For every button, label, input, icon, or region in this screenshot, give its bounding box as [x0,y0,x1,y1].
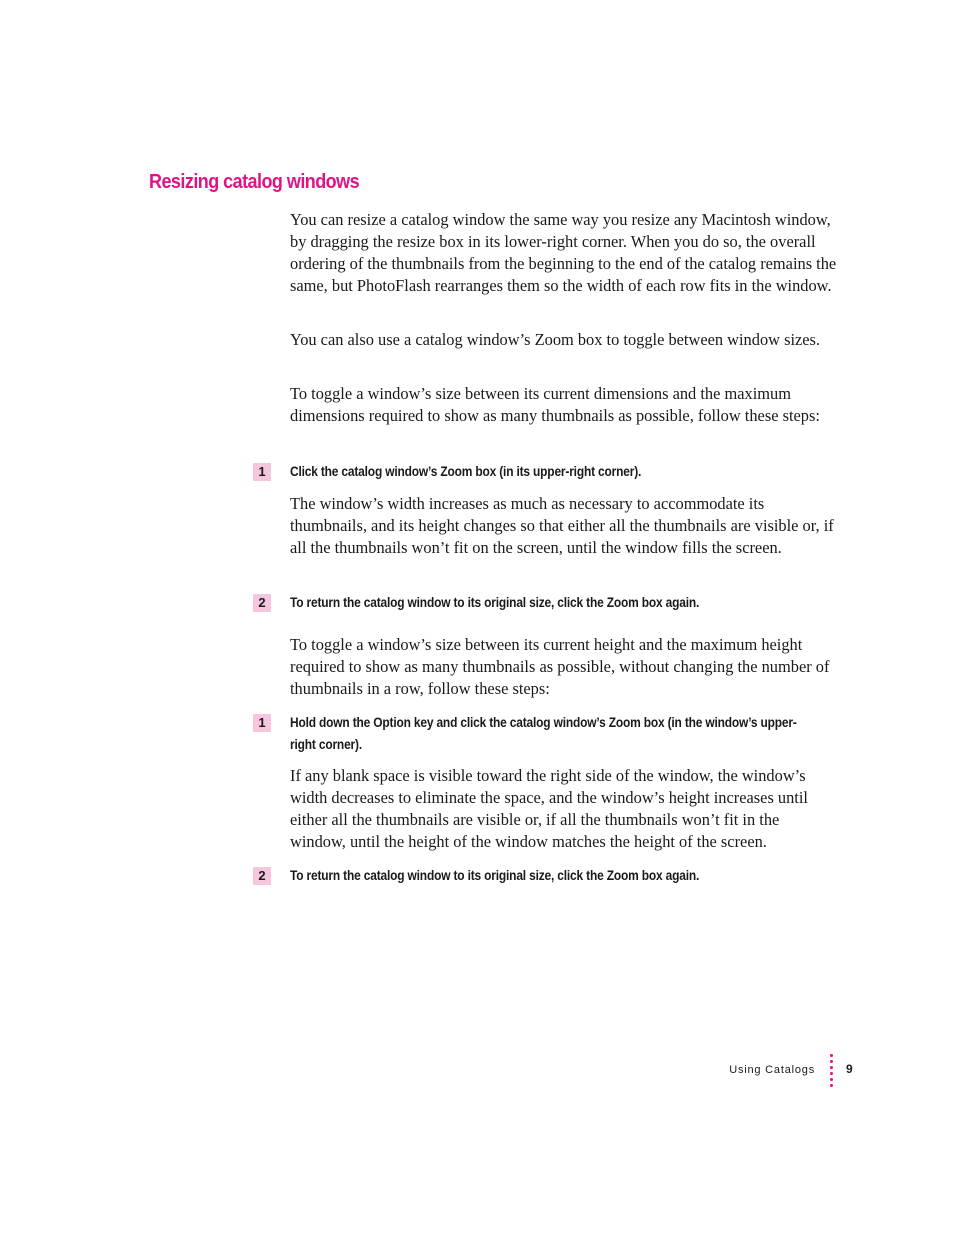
toggle-dimensions-paragraph: To toggle a window’s size between its current dimensions and the maximum dimensions required to show as many thumbnails as possible, follow these steps: [290,384,820,425]
step-number-badge: 1 [253,463,271,481]
zoom-box-paragraph: You can also use a catalog window’s Zoom box to toggle between window sizes. [290,330,821,349]
step-number-badge: 1 [253,714,271,732]
intro-paragraph: You can resize a catalog window the same way you resize any Macintosh window, by dragging the resize box in its lower-right corner. When you do so, the overall ordering of the thumbnails from the beginning to the end of the catalog remains the same, but PhotoFlash rearranges them so the width of each row fits in the window. [290,210,837,295]
toggle-height-paragraph: To toggle a window’s size between its current height and the maximum height required to show as many thumbnails as possible, without changing the number of thumbnails in a row, follow these steps: [290,635,830,698]
step-number-badge: 2 [253,594,271,612]
footer-section-label: Using Catalogs [729,1064,815,1076]
section-heading: Resizing catalog windows [149,171,360,193]
footer-dot-divider [830,1054,834,1094]
width-increase-paragraph: The window’s width increases as much as necessary to accommodate its thumbnails, and its height changes so that either all the thumbnails are visible or, if all the thumbnails won’t fit on the screen, until the window fills the screen. [290,494,834,557]
step-number-badge: 2 [253,867,271,885]
page-number: 9 [846,1062,853,1076]
step-instruction: Click the catalog window’s Zoom box (in its upper-right corner). [290,464,642,479]
step-instruction: Hold down the Option key and click the catalog window’s Zoom box (in the window’s upper-right corner). [290,715,797,752]
blank-space-paragraph: If any blank space is visible toward the right side of the window, the window’s width decreases to eliminate the space, and the window’s height increases until either all the thumbnails are visible or, if all the thumbnails won’t fit in the window, until the height of the window matches the height of the screen. [290,766,808,851]
step-instruction: To return the catalog window to its original size, click the Zoom box again. [290,595,700,610]
step-instruction: To return the catalog window to its original size, click the Zoom box again. [290,868,700,883]
